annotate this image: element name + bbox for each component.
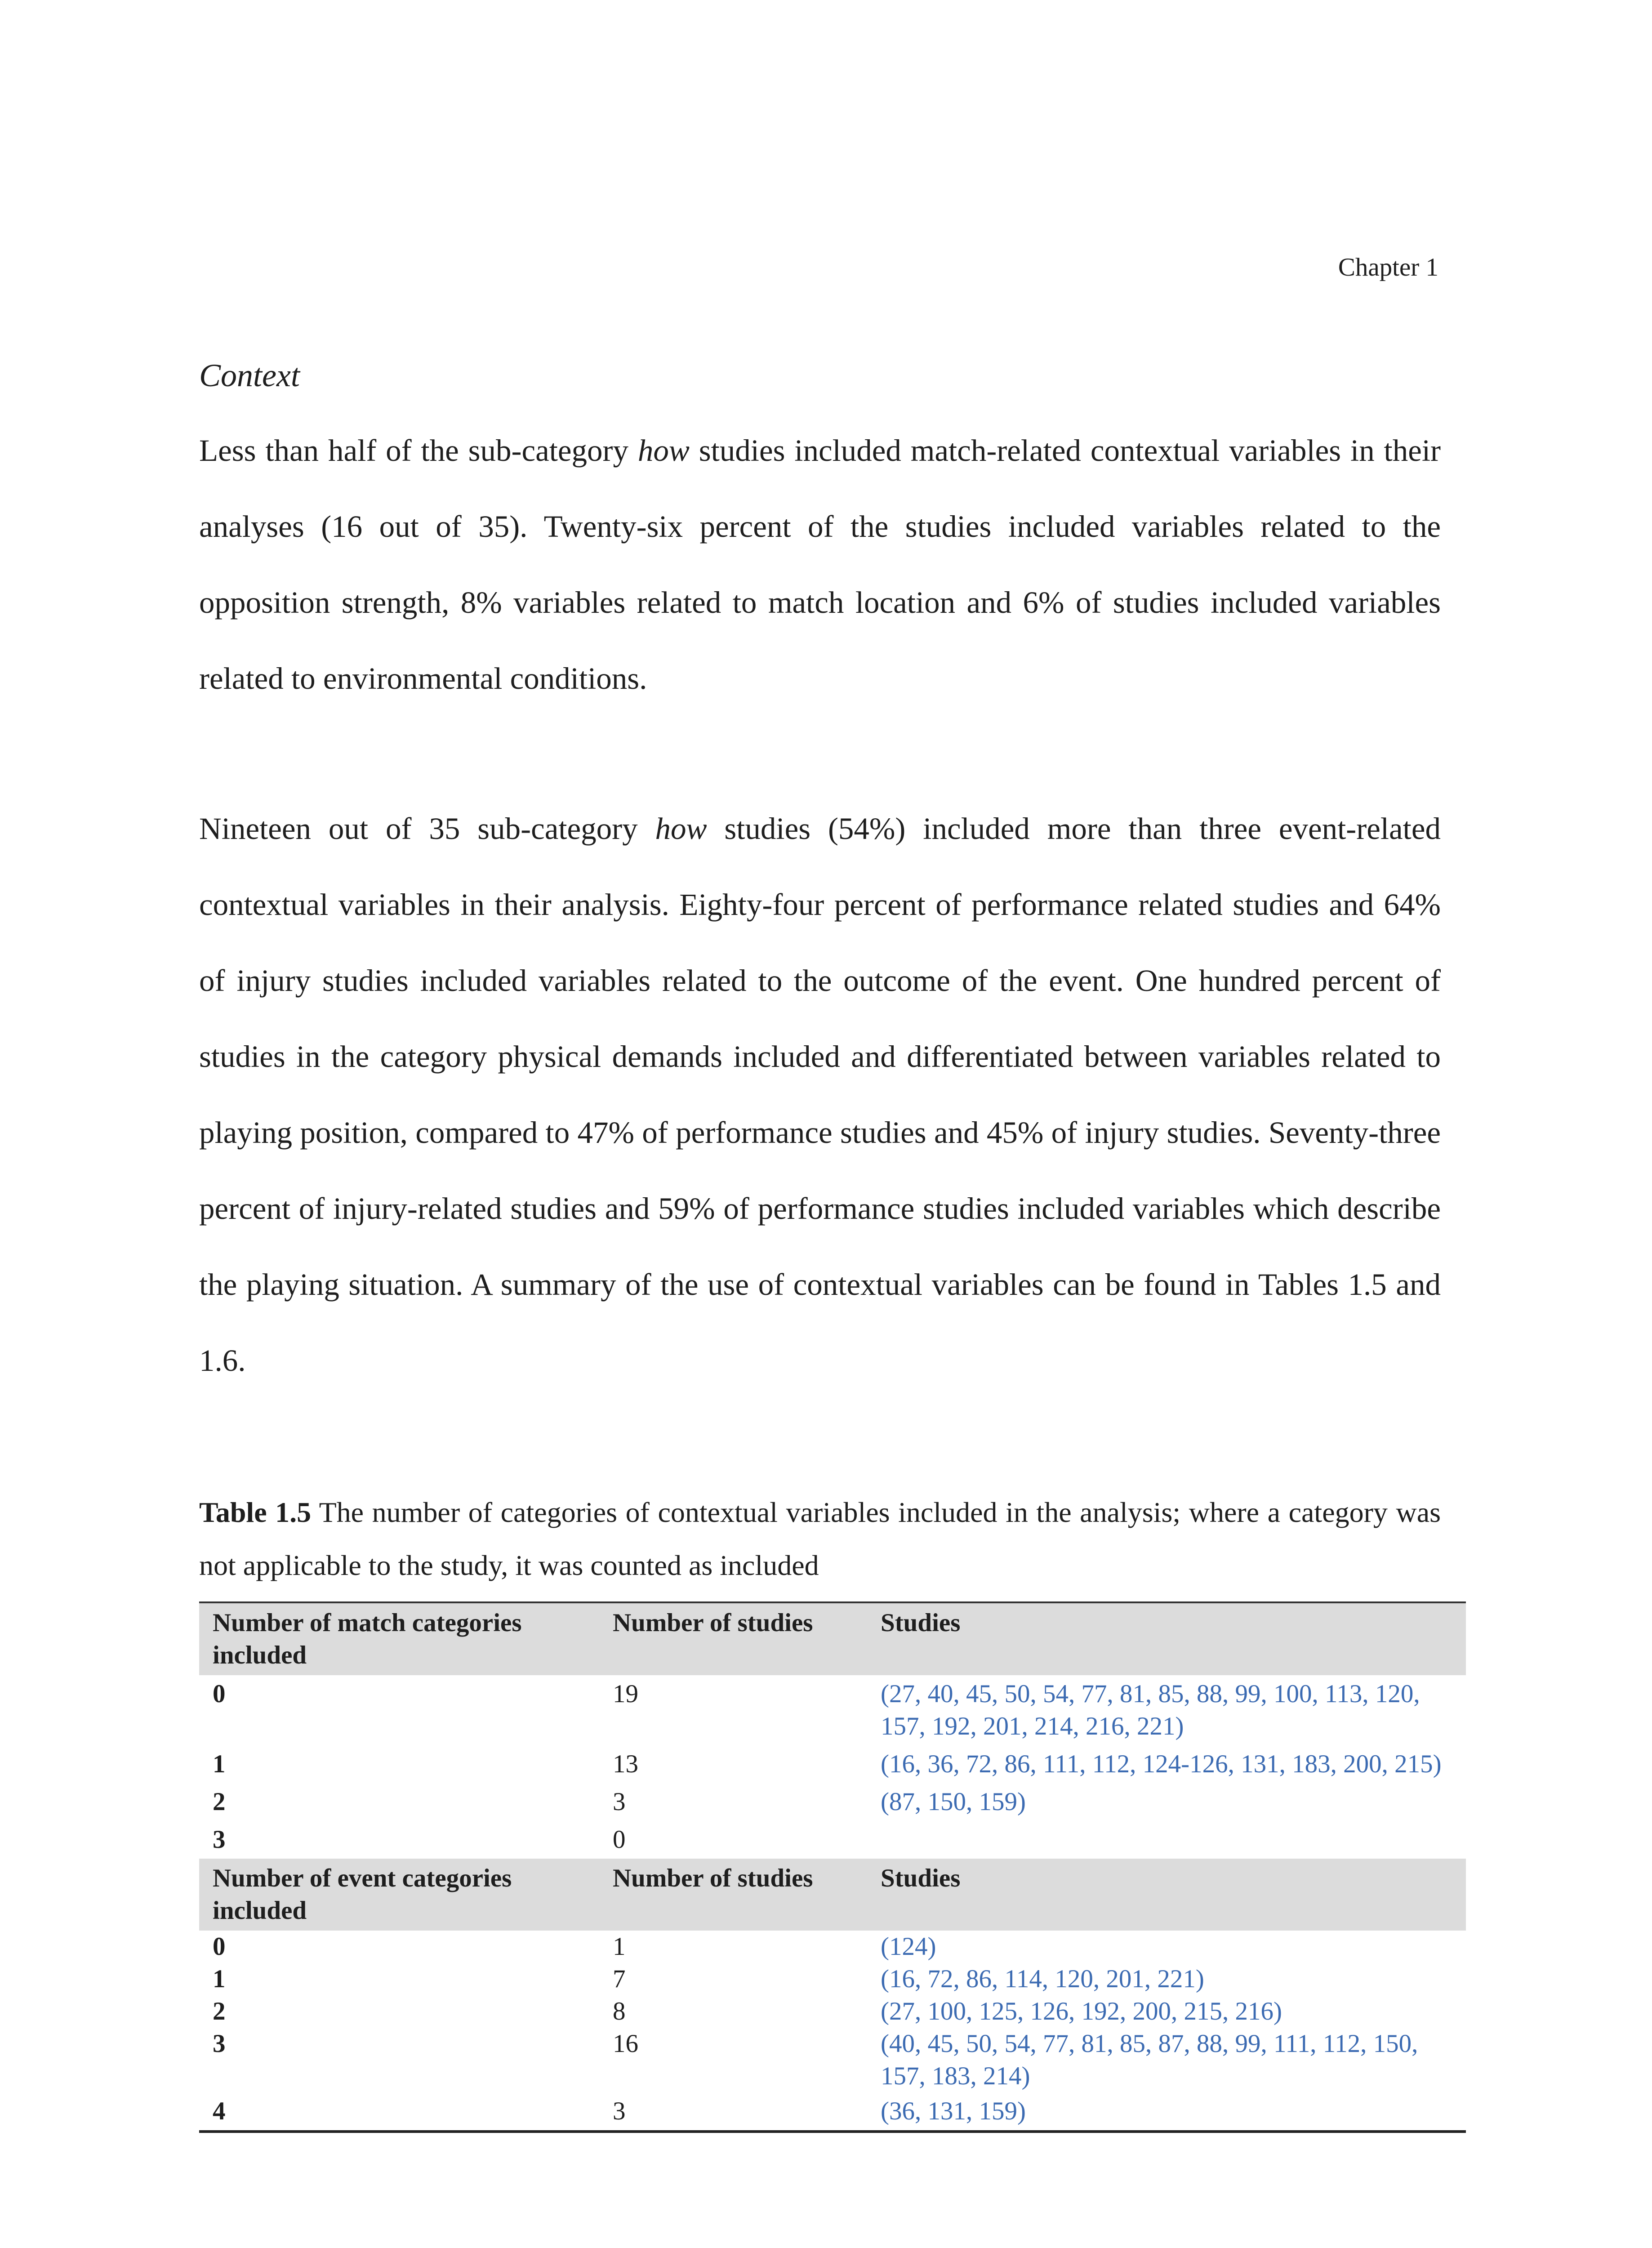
match-categories-cell: 1: [213, 1750, 226, 1778]
match-header-categories: Number of match categories included: [199, 1602, 599, 1675]
event-count-cell: 16: [613, 2029, 638, 2058]
match-header-row: [199, 1602, 1466, 1675]
paragraph-1-text-b: studies included match-related contextual variables in their analyses (16 out of 35). Twenty-six percent of the studies included variables related to the opposition strength, 8% variables related to match location and 6% of studies included variables related to environmental conditions.: [199, 433, 1441, 696]
paragraph-1-text-a: Less than half of the sub-category: [199, 433, 638, 468]
event-count-cell: 3: [599, 2092, 867, 2132]
match-categories-cell: 2: [213, 1788, 226, 1816]
table-row: [199, 2092, 1466, 2132]
event-categories-cell: 4: [199, 2092, 599, 2132]
contextual-variables-table: [199, 1601, 1466, 2133]
table-row: [199, 1745, 1466, 1783]
match-studies-cell[interactable]: (16, 36, 72, 86, 111, 112, 124-126, 131, 183, 200, 215): [881, 1750, 1442, 1778]
match-studies-cell: [867, 1821, 1466, 1859]
event-categories-cell: 0: [213, 1932, 226, 1961]
event-studies-cell[interactable]: (40, 45, 50, 54, 77, 81, 85, 87, 88, 99, 111, 112, 150, 157, 183, 214): [881, 2029, 1418, 2090]
event-categories-cell: 1: [213, 1965, 226, 1993]
paragraph-2-emphasis: how: [655, 812, 707, 846]
event-studies-cell[interactable]: (27, 100, 125, 126, 192, 200, 215, 216): [881, 1997, 1282, 2025]
match-count-cell: 0: [613, 1825, 626, 1854]
table-row: [199, 2028, 1466, 2092]
match-count-cell: 3: [613, 1788, 626, 1816]
event-studies-cell[interactable]: (124): [881, 1932, 936, 1961]
paragraph-1-emphasis: how: [637, 433, 690, 468]
table-row: [199, 1963, 1466, 1995]
event-header-studies: Studies: [867, 1859, 1466, 1931]
event-studies-cell[interactable]: (36, 131, 159): [867, 2092, 1466, 2132]
event-studies-cell[interactable]: (16, 72, 86, 114, 120, 201, 221): [881, 1965, 1204, 1993]
match-count-cell: 19: [613, 1680, 638, 1708]
table-caption-label: Table 1.5: [199, 1496, 312, 1528]
event-header-count: Number of studies: [599, 1859, 867, 1931]
match-categories-cell: 3: [213, 1825, 226, 1854]
table-row: [199, 1783, 1466, 1821]
section-heading: Context: [199, 357, 300, 393]
match-categories-cell: 0: [213, 1680, 226, 1708]
table-caption-text: The number of categories of contextual variables included in the analysis; where a category was not applicable to the study, it was counted as included: [199, 1496, 1441, 1581]
paragraph-2: [199, 791, 1441, 1399]
table-row: [199, 1675, 1466, 1745]
match-header-count: Number of studies: [599, 1602, 867, 1675]
event-header-categories: Number of event categories included: [199, 1859, 599, 1931]
event-count-cell: 1: [613, 1932, 626, 1961]
event-header-row: [199, 1859, 1466, 1931]
event-categories-cell: 3: [213, 2029, 226, 2058]
table-row: [199, 1995, 1466, 2028]
event-count-cell: 8: [613, 1997, 626, 2025]
match-count-cell: 13: [613, 1750, 638, 1778]
match-studies-cell[interactable]: (27, 40, 45, 50, 54, 77, 81, 85, 88, 99, 100, 113, 120, 157, 192, 201, 214, 216, 221): [881, 1680, 1420, 1740]
event-count-cell: 7: [613, 1965, 626, 1993]
match-header-studies: Studies: [867, 1602, 1466, 1675]
event-categories-cell: 2: [213, 1997, 226, 2025]
table-row: [199, 1931, 1466, 1963]
table-caption: [199, 1486, 1441, 1592]
table-row: [199, 1821, 1466, 1859]
paragraph-2-text-a: Nineteen out of 35 sub-category: [199, 812, 655, 846]
paragraph-2-text-b: studies (54%) included more than three event-related contextual variables in their analysis. Eighty-four percent of performance related studies and 64% of injury studies included variables related to the outcome of the event. One hundred percent of studies in the category physical demands included and differentiated between variables related to playing position, compared to 47% of performance studies and 45% of injury studies. Seventy-three percent of injury-related studies and 59% of performance studies included variables which describe the playing situation. A summary of the use of contextual variables can be found in Tables 1.5 and 1.6.: [199, 812, 1441, 1378]
paragraph-1: [199, 413, 1441, 717]
match-studies-cell[interactable]: (87, 150, 159): [881, 1788, 1026, 1816]
running-header: Chapter 1: [1338, 253, 1438, 281]
